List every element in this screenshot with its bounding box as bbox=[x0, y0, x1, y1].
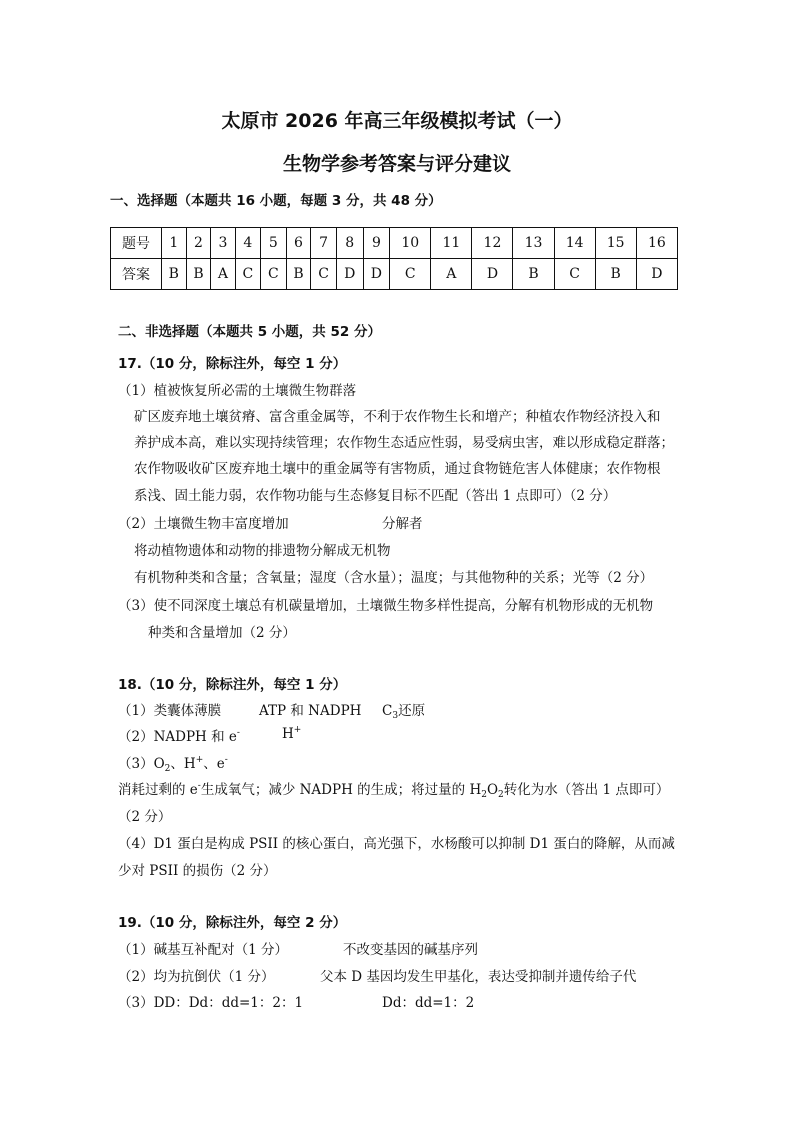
q17-answer-line: 种类和含量增加（2 分） bbox=[148, 625, 296, 641]
page-subtitle: 生物学参考答案与评分建议 bbox=[282, 153, 511, 175]
table-cell: 5 bbox=[261, 228, 287, 259]
q17-answer-line: 分解者 bbox=[382, 516, 423, 532]
q18-answer-line: 消耗过剩的 e-生成氧气；减少 NADPH 的生成；将过量的 $H_2O_2$转化为水（答出 1 点即可） bbox=[118, 781, 670, 800]
table-cell: C bbox=[261, 259, 287, 290]
table-cell: B bbox=[162, 259, 187, 290]
table-cell: 13 bbox=[513, 228, 554, 259]
section-heading-choice: 一、选择题（本题共 16 小题，每题 3 分，共 48 分） bbox=[110, 193, 442, 209]
table-cell: 1 bbox=[162, 228, 187, 259]
q17-answer-line: 矿区废弃地土壤贫瘠、富含重金属等，不利于农作物生长和增产；种植农作物经济投入和 bbox=[134, 409, 661, 425]
table-cell: B bbox=[286, 259, 311, 290]
q17-answer-line: 有机物种类和含量；含氧量；湿度（含水量）；温度；与其他物种的关系；光等（2 分） bbox=[134, 570, 654, 586]
q19-answer-line: 不改变基因的碱基序列 bbox=[343, 942, 478, 958]
table-cell: 15 bbox=[595, 228, 636, 259]
q17-answer-line: （3）使不同深度土壤总有机碳量增加，土壤微生物多样性提高，分解有机物形成的无机物 bbox=[118, 598, 654, 614]
q19-answer-line: （3）DD：Dd：dd=1：2：1 bbox=[118, 995, 304, 1011]
q17-answer-line: 系浅、固土能力弱，农作物功能与生态修复目标不匹配（答出 1 点即可）（2 分） bbox=[134, 488, 617, 504]
q18-answer-line: H+ bbox=[282, 725, 302, 742]
question-19-heading: 19.（10 分，除标注外，每空 2 分） bbox=[118, 915, 347, 931]
q18-answer-line: （1）类囊体薄膜 bbox=[118, 703, 222, 719]
table-cell: B bbox=[186, 259, 211, 290]
question-17-heading: 17.（10 分，除标注外，每空 1 分） bbox=[118, 356, 347, 372]
table-cell: 10 bbox=[390, 228, 431, 259]
answer-table bbox=[110, 227, 678, 290]
q17-answer-line: （1）植被恢复所必需的土壤微生物群落 bbox=[118, 383, 357, 399]
table-row-numbers bbox=[111, 228, 678, 259]
q18-answer-line: 少对 PSII 的损伤（2 分） bbox=[118, 863, 277, 879]
table-cell: 12 bbox=[472, 228, 513, 259]
table-row-answers bbox=[111, 259, 678, 290]
table-cell: C bbox=[235, 259, 261, 290]
q17-answer-line: 将动植物遗体和动物的排遗物分解成无机物 bbox=[134, 543, 391, 559]
table-cell: C bbox=[554, 259, 595, 290]
q17-answer-line: （2）土壤微生物丰富度增加 bbox=[118, 516, 289, 532]
table-cell: A bbox=[431, 259, 472, 290]
table-cell: D bbox=[472, 259, 513, 290]
table-cell: D bbox=[363, 259, 390, 290]
table-cell: A bbox=[211, 259, 235, 290]
q18-answer-line: （2 分） bbox=[118, 809, 172, 825]
table-cell: B bbox=[595, 259, 636, 290]
table-cell: 4 bbox=[235, 228, 261, 259]
table-cell: 16 bbox=[636, 228, 677, 259]
q18-answer-line: $C_3$还原 bbox=[382, 703, 426, 721]
table-row-label: 答案 bbox=[111, 259, 162, 290]
q19-answer-line: 父本 D 基因均发生甲基化，表达受抑制并遗传给子代 bbox=[320, 969, 637, 985]
table-cell: 9 bbox=[363, 228, 390, 259]
table-cell: 11 bbox=[431, 228, 472, 259]
table-cell: B bbox=[513, 259, 554, 290]
table-cell: C bbox=[390, 259, 431, 290]
table-cell: D bbox=[336, 259, 363, 290]
q19-answer-line: （2）均为抗倒伏（1 分） bbox=[118, 969, 275, 985]
question-18-heading: 18.（10 分，除标注外，每空 1 分） bbox=[118, 677, 347, 693]
table-cell: 8 bbox=[336, 228, 363, 259]
q18-answer-line: $(3)O_2$、H+、e- bbox=[118, 755, 228, 774]
q18-answer-line: （2）NADPH 和 e- bbox=[118, 728, 240, 745]
table-cell: 14 bbox=[554, 228, 595, 259]
q18-answer-line: （4）D1 蛋白是构成 PSII 的核心蛋白，高光强下，水杨酸可以抑制 D1 蛋白的降解，从而减 bbox=[118, 836, 675, 852]
table-cell: 3 bbox=[211, 228, 235, 259]
q17-answer-line: 养护成本高，难以实现持续管理；农作物生态适应性弱，易受病虫害，难以形成稳定群落； bbox=[134, 435, 674, 451]
q19-answer-line: （1）碱基互补配对（1 分） bbox=[118, 942, 288, 958]
table-cell: 6 bbox=[286, 228, 311, 259]
section-heading-nonchoice: 二、非选择题（本题共 5 小题，共 52 分） bbox=[118, 324, 381, 340]
table-cell: 7 bbox=[311, 228, 337, 259]
q17-answer-line: 农作物吸收矿区废弃地土壤中的重金属等有害物质，通过食物链危害人体健康；农作物根 bbox=[134, 461, 661, 477]
q19-answer-line: Dd：dd=1：2 bbox=[382, 995, 475, 1011]
table-cell: D bbox=[636, 259, 677, 290]
table-cell: C bbox=[311, 259, 337, 290]
q18-answer-line: ATP 和 NADPH bbox=[259, 703, 362, 719]
table-row-label: 题号 bbox=[111, 228, 162, 259]
table-cell: 2 bbox=[186, 228, 211, 259]
page-title: 太原市 2026 年高三年级模拟考试（一） bbox=[221, 110, 573, 132]
